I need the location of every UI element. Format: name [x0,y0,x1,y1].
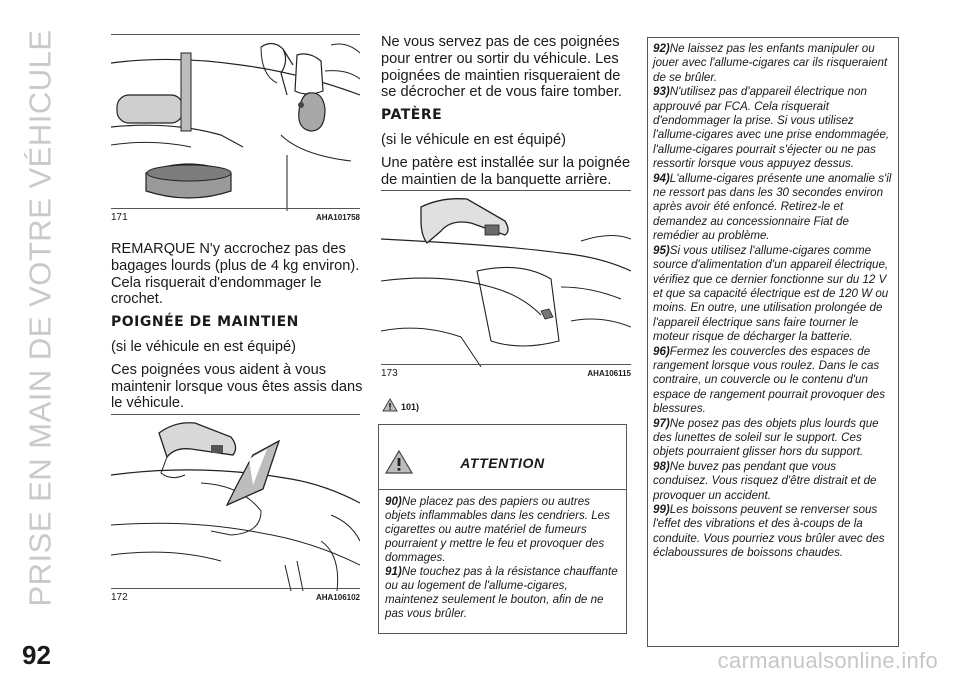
attention-item [385,565,620,621]
figure-caption [381,364,631,381]
attention-items [379,490,626,621]
warning-item [653,460,894,503]
watermark: carmanualsonline.info [717,648,938,673]
figure-number: 171 [111,212,128,223]
figure-171 [111,34,360,225]
warning-item [653,345,894,417]
figure-code: AHA106115 [587,369,631,378]
handle-warning-text: Ne vous servez pas de ces poignées pour entrer ou sortir du véhicule. Les poignées de maintien risqueraient de se décrocher et de vous faire tomber. [381,34,622,101]
warning-item [653,85,894,171]
item-text: Fermez les couvercles des espaces de rangement lorsque vous roulez. Dans le cas contraire, un couvercle ou le contenu d'un espace de rangement pourrait provoquer des blessures. [653,344,886,416]
item-text: Ne posez pas des objets plus lourds que des lunettes de soleil sur le support. Ces objets pourraient glisser hors du support. [653,416,879,459]
warning-item [653,503,894,561]
warning-item [653,244,894,345]
warnings-box [647,37,899,647]
item-text: Ne laissez pas les enfants manipuler ou jouer avec l'allume-cigares car ils risqueraient de se brûler. [653,42,888,84]
attention-item [385,495,620,565]
heading-poignee: POIGNÉE DE MAINTIEN [111,314,299,331]
section-title: PRISE EN MAIN DE VOTRE VÉHICULE [23,29,58,607]
item-number: 99) [653,503,670,516]
item-text: Les boissons peuvent se renverser sous l'effet des vibrations et des à-coups de la conduite. Vous pourriez vous brûler avec des éclaboussures de boissons chaudes. [653,503,885,560]
item-number: 94) [653,171,670,185]
item-number: 97) [653,416,670,430]
figure-173 [381,190,631,381]
attention-title: ATTENTION [460,455,545,471]
attention-header [379,425,626,490]
figure-172 [111,414,360,605]
figure-171-illustration [111,35,360,211]
equipment-note: (si le véhicule en est équipé) [381,131,566,148]
item-number: 90) [385,495,402,508]
attention-box [378,424,627,634]
note-reference: 101) [401,402,420,412]
figure-number: 173 [381,368,398,379]
figure-172-illustration [111,415,360,591]
item-text: Si vous utilisez l'allume-cigares comme source d'alimentation d'un appareil électrique, vérifiez que ce dernier fonctionne sur du 12 V et que sa capacité électrique est de 120 W ou moins. En outre, une utilisation prolongée de l'appareil électrique sans faire tourner le moteur risque de décharger la batterie. [653,243,889,344]
warning-item [653,172,894,244]
item-text: N'utilisez pas d'appareil électrique non approuvé par FCA. Cela risquerait d'endommager la prise. Si vous utilisez l'allume-cigares avec une prise endommagée, l'allume-cigares pourrait s'éjecter ou ne pas ressortir lorsque vous appuyez dessus. [653,85,890,171]
figure-number: 172 [111,592,128,603]
column-2-text [381,34,633,194]
item-number: 91) [385,565,402,578]
heading-patere: PATÈRE [381,107,443,124]
figure-code: AHA106102 [315,593,360,602]
handle-description: Ces poignées vous aident à vous maintenir lorsque vous êtes assis dans le véhicule. [111,361,363,412]
item-number: 95) [653,243,670,257]
item-text: Ne buvez pas pendant que vous conduisez. Vous risquez d'être distrait et de provoquer un accident. [653,459,877,502]
figure-code: AHA101758 [315,213,360,222]
item-number: 96) [653,344,670,358]
column-1-text [111,241,363,418]
warning-item [653,42,894,85]
item-text: Ne placez pas des papiers ou autres objets inflammables dans les cendriers. Les cigarettes ou autre matériel de fumeurs pourraient y mettre le feu et provoquer des dommages. [385,495,610,564]
item-number: 93) [653,85,670,99]
item-text: L'allume-cigares présente une anomalie s'il ne ressort pas dans les 30 secondes environ après avoir été enfoncé. Retirez-le et demandez au concessionnaire Fiat de remédier au problème. [653,171,892,243]
page-number: 92 [22,640,51,670]
equipment-note: (si le véhicule en est équipé) [111,338,296,355]
warning-item [653,417,894,460]
figure-caption [111,588,360,605]
item-number: 92) [653,42,670,55]
item-number: 98) [653,459,670,473]
remark-text: REMARQUE N'y accrochez pas des bagages lourds (plus de 4 kg environ). Cela risquerait d'endommager le crochet. [111,241,360,308]
figure-173-illustration [381,191,631,367]
item-text: Ne touchez pas à la résistance chauffante ou au logement de l'allume-cigares, maintenez seulement le bouton, afin de ne pas vous brûler. [385,565,618,620]
warning-triangle-icon [382,398,398,412]
hook-description: Une patère est installée sur la poignée de maintien de la banquette arrière. [381,154,631,188]
figure-caption [111,208,360,225]
